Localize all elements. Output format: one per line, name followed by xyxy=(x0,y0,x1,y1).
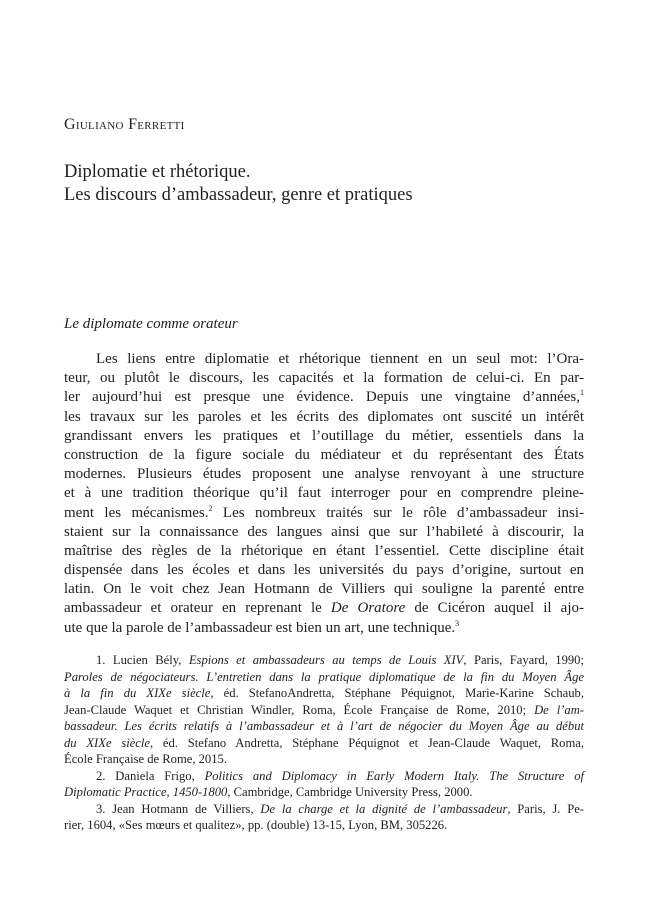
body-line: staient sur la connaissance des langues ainsi que sur l’habileté à discourir, la xyxy=(64,523,584,540)
body-text: ler aujourd’hui est presque une évidence. Depuis une vingtaine d’années, xyxy=(64,389,580,406)
footnote-text: 1. Lucien Bély, xyxy=(96,653,189,667)
body-text: Les nombreux traités sur le rôle d’ambassadeur insi- xyxy=(212,504,584,521)
body-paragraph xyxy=(64,350,584,638)
book-title-italic: De Oratore xyxy=(330,600,406,617)
footnote-text: , Cambridge, Cambridge University Press, 2000. xyxy=(227,785,473,799)
section-heading: Le diplomate comme orateur xyxy=(64,316,238,332)
footnote-italic: Diplomatic Practice, 1450-1800 xyxy=(64,785,228,799)
footnote-italic: bassadeur. Les écrits relatifs à l’ambassadeur et à l’art de négocier du Moyen Âge au début xyxy=(64,719,584,733)
body-line: dispensée dans les écoles et dans les universités du pays d’origine, surtout en xyxy=(64,562,584,579)
footnote-italic: Politics and Diplomacy in Early Modern Italy. The Structure of xyxy=(204,768,584,783)
footnote-2-line xyxy=(64,768,584,785)
footnote-3-line xyxy=(64,801,584,818)
footnote-1-line xyxy=(64,685,584,702)
footnote-text: , éd. Stefano Andretta, Stéphane Péquignot et Jean-Claude Waquet, Roma, xyxy=(149,735,584,750)
footnote-italic: du XIXe siècle xyxy=(64,735,150,750)
footnote-1-line: École Française de Rome, 2015. xyxy=(64,752,227,766)
footnote-1-line xyxy=(64,718,584,735)
body-line: grandissant envers les pratiques et l’outillage du métier, essentiels dans la xyxy=(64,427,584,444)
body-line xyxy=(64,599,584,618)
footnote-mark-2[interactable]: 2 xyxy=(208,503,213,513)
body-text: ment les mécanismes. xyxy=(64,504,209,521)
footnote-text: , Paris, J. Pe- xyxy=(507,801,584,816)
footnote-1-line xyxy=(64,652,584,669)
title-line-2: Les discours d’ambassadeur, genre et pratiques xyxy=(64,185,413,205)
body-line xyxy=(64,619,584,638)
body-line xyxy=(64,388,584,407)
title-line-1: Diplomatie et rhétorique. xyxy=(64,162,251,182)
footnote-2-line xyxy=(64,784,584,801)
body-line: latin. On le voit chez Jean Hotmann de Villiers qui souligne la parenté entre xyxy=(64,581,584,598)
footnote-text: , éd. StefanoAndretta, Stéphane Péquignot, Marie-Karine Schaub, xyxy=(210,686,585,700)
chapter-title xyxy=(64,161,413,207)
footnote-mark-1[interactable]: 1 xyxy=(580,388,584,398)
body-text: de Cicéron auquel il ajo- xyxy=(405,600,584,617)
body-text: ambassadeur et orateur en reprenant le xyxy=(64,600,331,617)
footnote-italic: De la charge et la dignité de l’ambassadeur xyxy=(260,801,508,816)
footnotes xyxy=(64,652,584,834)
body-line xyxy=(64,504,584,523)
body-line: construction de la figure sociale du médiateur et du représentant des États xyxy=(64,446,584,463)
footnote-text: 2. Daniela Frigo, xyxy=(96,768,205,783)
footnote-text: Jean-Claude Waquet et Christian Windler, Roma, École Française de Rome, 2010; xyxy=(64,702,535,717)
footnote-italic: Espions et ambassadeurs au temps de Louis XIV xyxy=(188,653,464,667)
body-line: et à une tradition théorique qu’il faut interroger pour en comprendre pleine- xyxy=(64,485,584,502)
footnote-3-line: rier, 1604, «Ses mœurs et qualitez», pp. (double) 13-15, Lyon, BM, 305226. xyxy=(64,818,448,832)
body-line: modernes. Plusieurs études proposent une analyse renvoyant à une structure xyxy=(64,466,584,483)
footnote-1-line xyxy=(64,702,584,719)
footnote-italic: à la fin du XIXe siècle xyxy=(64,686,211,700)
footnote-mark-3[interactable]: 3 xyxy=(455,618,460,628)
footnote-italic: De l’am- xyxy=(534,702,584,717)
footnote-1-line xyxy=(64,669,584,686)
body-line: les travaux sur les paroles et les écrits des diplomates ont suscité un intérêt xyxy=(64,408,584,425)
footnote-text: 3. Jean Hotmann de Villiers, xyxy=(96,801,261,816)
body-line: maîtrise des règles de la rhétorique en étant l’essentiel. Cette discipline était xyxy=(64,542,584,559)
author-name: Giuliano Ferretti xyxy=(64,116,185,133)
footnote-italic: Paroles de négociateurs. L’entretien dans la pratique diplomatique de la fin du Moyen Âge xyxy=(64,669,584,684)
footnote-text: , Paris, Fayard, 1990; xyxy=(463,653,584,667)
body-text: ute que la parole de l’ambassadeur est bien un art, une technique. xyxy=(64,619,456,636)
body-line: Les liens entre diplomatie et rhétorique tiennent en un seul mot: l’Ora- xyxy=(96,351,584,367)
footnote-1-line xyxy=(64,735,584,752)
body-line: teur, ou plutôt le discours, les capacités et la formation de celui-ci. En par- xyxy=(64,370,584,387)
